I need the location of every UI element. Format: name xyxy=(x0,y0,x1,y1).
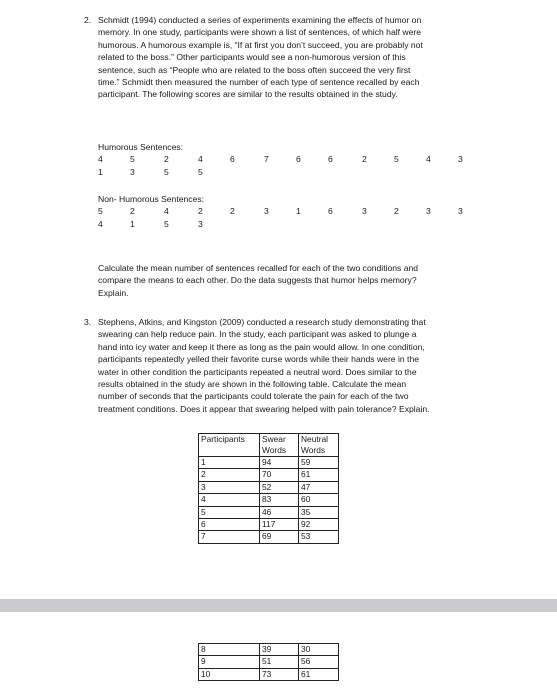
cell: 46 xyxy=(260,506,299,518)
score: 3 xyxy=(130,167,135,177)
question-number: 3. xyxy=(84,317,92,327)
question-3-text xyxy=(98,316,430,415)
header-text: Words xyxy=(262,445,287,455)
cell: 9 xyxy=(199,656,260,668)
score: 4 xyxy=(164,206,169,216)
header-swear-words xyxy=(260,434,299,457)
score: 2 xyxy=(130,206,135,216)
question-2-prompt xyxy=(98,262,488,299)
text-line: time.” Schmidt then measured the number of each type of sentence recalled by each xyxy=(98,77,420,88)
cell: 69 xyxy=(260,531,299,543)
table-row xyxy=(199,656,339,668)
cell: 53 xyxy=(299,531,339,543)
table-row xyxy=(199,668,339,680)
cell: 47 xyxy=(299,481,339,493)
header-text: Words xyxy=(301,445,326,455)
table-row xyxy=(199,469,339,481)
score: 5 xyxy=(164,219,169,229)
cell: 70 xyxy=(260,469,299,481)
score: 5 xyxy=(164,167,169,177)
score: 4 xyxy=(426,154,431,164)
score: 1 xyxy=(98,167,103,177)
cell: 61 xyxy=(299,668,339,680)
table-row xyxy=(199,506,339,518)
score: 5 xyxy=(198,167,203,177)
text-line: humorous. A humorous example is, “If at first you don’t succeed, you are probably not xyxy=(98,39,423,50)
question-2-text xyxy=(98,14,423,101)
text-line: sentence, such as “People who are related to the boss often succeed the very first xyxy=(98,64,411,75)
score: 4 xyxy=(198,154,203,164)
cell: 83 xyxy=(260,494,299,506)
score: 4 xyxy=(98,219,103,229)
header-text: Swear xyxy=(262,434,286,444)
table-header-row xyxy=(199,434,339,457)
cell: 1 xyxy=(199,457,260,469)
score: 3 xyxy=(458,154,463,164)
text-line: participant. The following scores are similar to the results obtained in the study. xyxy=(98,89,398,100)
pain-tolerance-table-continued xyxy=(198,643,339,681)
score: 6 xyxy=(296,154,301,164)
page-break-divider xyxy=(0,599,557,612)
header-neutral-words xyxy=(299,434,339,457)
text-line: water in other condition the participants repeated a neutral word. Does similar to the xyxy=(98,366,417,377)
cell: 10 xyxy=(199,668,260,680)
score: 2 xyxy=(394,206,399,216)
cell: 73 xyxy=(260,668,299,680)
table-row xyxy=(199,457,339,469)
text-line: Schmidt (1994) conducted a series of experiments examining the effects of humor on xyxy=(98,15,422,25)
score: 5 xyxy=(394,154,399,164)
header-participants xyxy=(199,434,260,457)
score: 3 xyxy=(362,206,367,216)
text-line: participants repeatedly yelled their favorite curse words while their hands were in the xyxy=(98,354,419,365)
cell: 92 xyxy=(299,518,339,530)
score: 6 xyxy=(328,154,333,164)
header-text: Neutral xyxy=(301,434,328,444)
pain-tolerance-table xyxy=(198,433,339,544)
score: 6 xyxy=(230,154,235,164)
score: 6 xyxy=(328,206,333,216)
humorous-label: Humorous Sentences: xyxy=(98,142,184,152)
cell: 52 xyxy=(260,481,299,493)
text-line: memory. In one study, participants were shown a list of sentences, of which half were xyxy=(98,27,422,38)
cell: 4 xyxy=(199,494,260,506)
cell: 39 xyxy=(260,644,299,656)
table-row xyxy=(199,644,339,656)
cell: 94 xyxy=(260,457,299,469)
score: 7 xyxy=(264,154,269,164)
score: 2 xyxy=(230,206,235,216)
score: 4 xyxy=(98,154,103,164)
table-row xyxy=(199,481,339,493)
cell: 60 xyxy=(299,494,339,506)
cell: 8 xyxy=(199,644,260,656)
table-row xyxy=(199,518,339,530)
score: 1 xyxy=(130,219,135,229)
text-line: hand into icy water and keep it there as long as the pain would allow. In one condition, xyxy=(98,341,425,352)
text-line: related to the boss.” Other participants would see a non-humorous version of this xyxy=(98,52,406,63)
cell: 6 xyxy=(199,518,260,530)
score: 1 xyxy=(296,206,301,216)
score: 3 xyxy=(198,219,203,229)
score: 3 xyxy=(426,206,431,216)
score: 5 xyxy=(130,154,135,164)
cell: 51 xyxy=(260,656,299,668)
cell: 3 xyxy=(199,481,260,493)
score: 2 xyxy=(362,154,367,164)
score: 3 xyxy=(264,206,269,216)
cell: 5 xyxy=(199,506,260,518)
score: 3 xyxy=(458,206,463,216)
cell: 61 xyxy=(299,469,339,481)
text-line: Calculate the mean number of sentences recalled for each of the two conditions and xyxy=(98,263,419,273)
cell: 56 xyxy=(299,656,339,668)
table-row xyxy=(199,494,339,506)
question-number: 2. xyxy=(84,15,92,25)
score: 2 xyxy=(198,206,203,216)
cell: 7 xyxy=(199,531,260,543)
score: 2 xyxy=(164,154,169,164)
cell: 59 xyxy=(299,457,339,469)
text-line: results obtained in the study are shown in the following table. Calculate the mean xyxy=(98,379,407,390)
text-line: treatment conditions. Does it appear that swearing helped with pain tolerance? Explain. xyxy=(98,403,430,414)
cell: 2 xyxy=(199,469,260,481)
text-line: compare the means to each other. Do the data suggests that humor helps memory? xyxy=(98,275,417,286)
text-line: number of seconds that the participants could tolerate the pain for each of the two xyxy=(98,391,409,402)
score: 5 xyxy=(98,206,103,216)
cell: 35 xyxy=(299,506,339,518)
text-line: Stephens, Atkins, and Kingston (2009) conducted a research study demonstrating that xyxy=(98,317,426,327)
text-line: Explain. xyxy=(98,287,129,298)
non-humorous-label: Non- Humorous Sentences: xyxy=(98,194,205,204)
header-text: Participants xyxy=(201,434,245,444)
cell: 117 xyxy=(260,518,299,530)
cell: 30 xyxy=(299,644,339,656)
text-line: swearing can help reduce pain. In the study, each participant was asked to plunge a xyxy=(98,329,417,340)
table-row xyxy=(199,531,339,543)
